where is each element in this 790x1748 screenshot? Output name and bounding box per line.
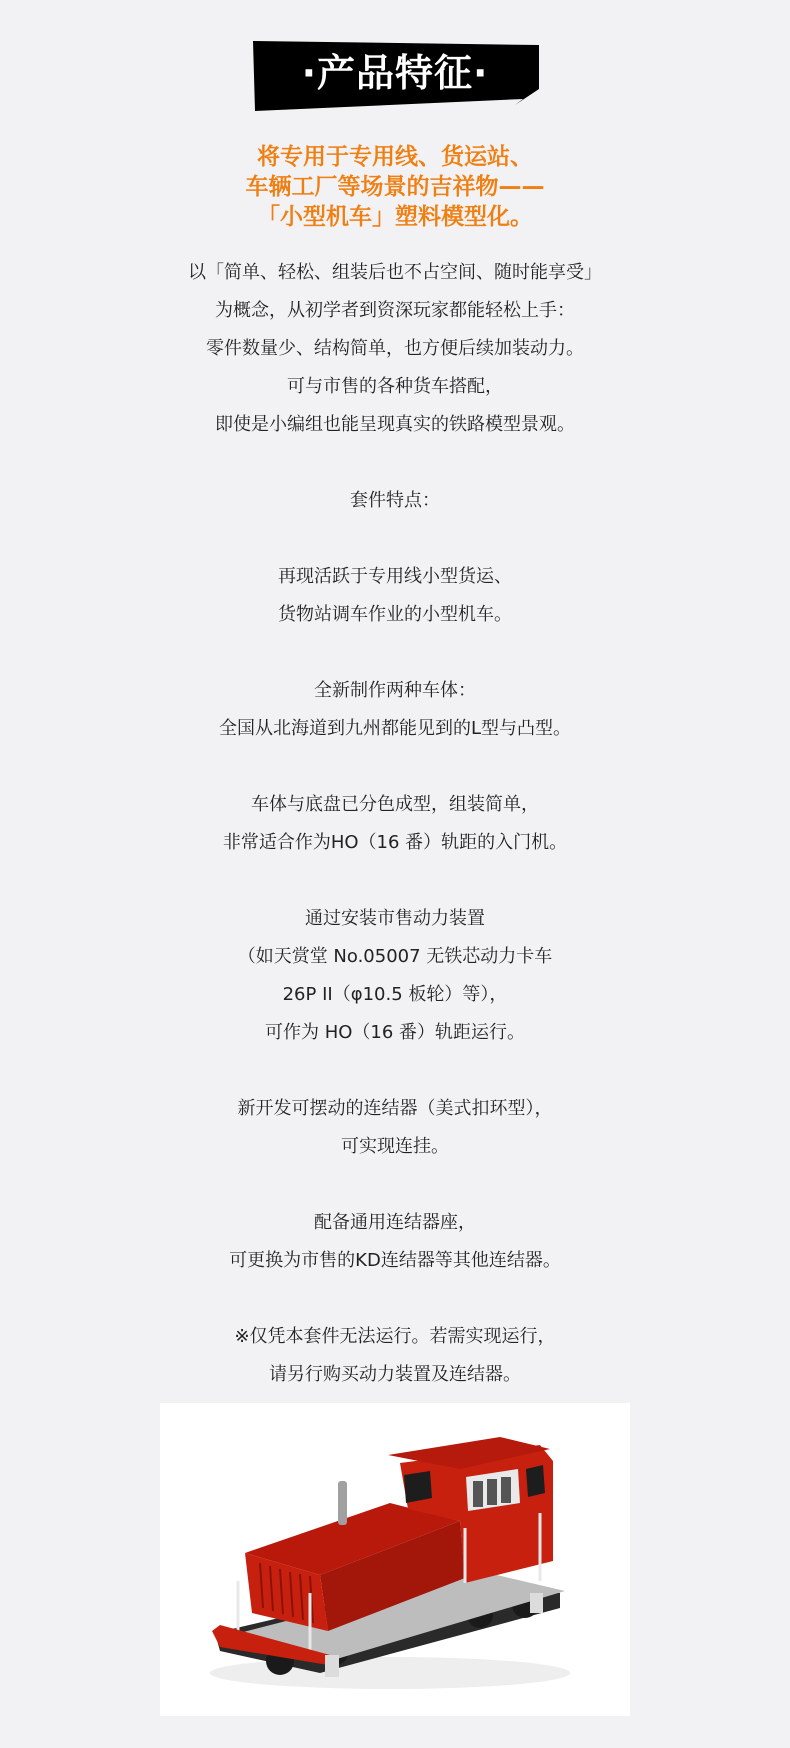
- headline-line: 将专用于专用线、货运站、: [257, 144, 533, 170]
- description-line: 为概念，从初学者到资深玩家都能轻松上手：: [215, 300, 575, 321]
- description-line: 货物站调车作业的小型机车。: [278, 604, 512, 625]
- headline-line: 车辆工厂等场景的吉祥物——: [245, 174, 545, 200]
- description-line: 全新制作两种车体：: [314, 680, 476, 701]
- description-line: 即使是小编组也能呈现真实的铁路模型景观。: [215, 414, 575, 435]
- headline: [0, 142, 790, 232]
- section-title-banner: [251, 39, 539, 111]
- note-line: ※仅凭本套件无法运行。若需实现运行，: [234, 1326, 556, 1347]
- description-line: 零件数量少、结构简单，也方便后续加装动力。: [206, 338, 584, 359]
- description-line: 通过安装市售动力装置: [305, 908, 485, 929]
- description-line: 26P II（φ10.5 板轮）等），: [282, 984, 508, 1005]
- description-line: 以「简单、轻松、组装后也不占空间、随时能享受」: [188, 262, 602, 283]
- description-line: 新开发可摆动的连结器（美式扣环型），: [237, 1098, 553, 1119]
- description-line: 可更换为市售的KD连结器等其他连结器。: [229, 1250, 561, 1271]
- product-image: [160, 1403, 630, 1716]
- description-line: 可与市售的各种货车搭配，: [287, 376, 503, 397]
- note-line: 请另行购买动力装置及连结器。: [269, 1364, 521, 1385]
- headline-line: 「小型机车」塑料模型化。: [257, 204, 533, 230]
- blank-line: [0, 748, 790, 786]
- description-line: 再现活跃于专用线小型货运、: [278, 566, 512, 587]
- description-line: 可作为 HO（16 番）轨距运行。: [264, 1022, 526, 1043]
- feature-description: [0, 254, 790, 1394]
- description-line: 车体与底盘已分色成型，组装简单，: [251, 794, 539, 815]
- blank-line: [0, 1280, 790, 1318]
- kit-features-heading: 套件特点：: [350, 490, 440, 511]
- blank-line: [0, 862, 790, 900]
- description-line: （如天赏堂 No.05007 无铁芯动力卡车: [237, 946, 553, 967]
- blank-line: [0, 634, 790, 672]
- blank-line: [0, 444, 790, 482]
- section-title: ·产品特征·: [301, 51, 489, 95]
- description-line: 全国从北海道到九州都能见到的L型与凸型。: [218, 718, 572, 739]
- description-line: 配备通用连结器座，: [314, 1212, 476, 1233]
- description-line: 非常适合作为HO（16 番）轨距的入门机。: [222, 832, 568, 853]
- locomotive-illustration: [160, 1403, 630, 1716]
- blank-line: [0, 1052, 790, 1090]
- description-line: 可实现连挂。: [341, 1136, 449, 1157]
- blank-line: [0, 1166, 790, 1204]
- blank-line: [0, 520, 790, 558]
